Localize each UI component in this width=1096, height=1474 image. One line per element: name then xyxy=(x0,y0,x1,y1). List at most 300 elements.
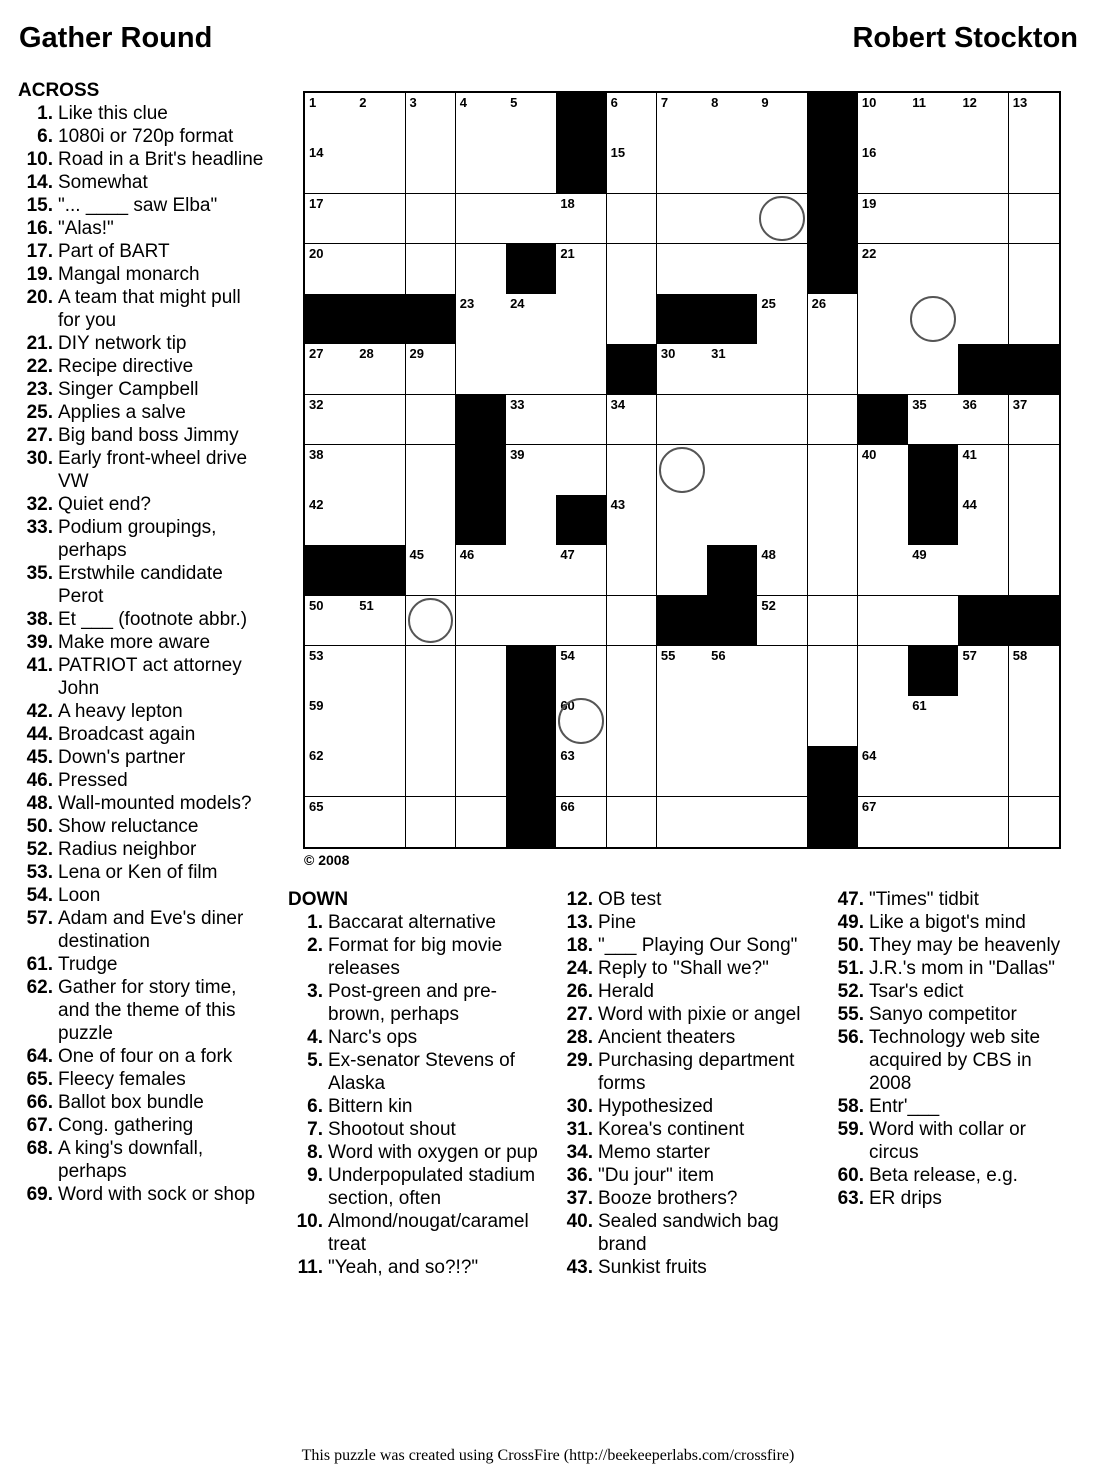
clue-number: 67. xyxy=(26,1115,53,1136)
grid-cell xyxy=(556,244,607,295)
grid-cell xyxy=(456,194,507,245)
grid-cell xyxy=(305,93,356,144)
clue-number: 14. xyxy=(26,172,53,193)
down-heading: DOWN xyxy=(288,889,349,910)
clue-number: 50. xyxy=(26,816,53,837)
grid-cell xyxy=(1009,696,1059,747)
cell-number: 39 xyxy=(510,446,525,462)
grid-cell xyxy=(355,746,406,797)
cell-number: 25 xyxy=(761,296,776,312)
grid-cell xyxy=(657,545,708,596)
across-clue xyxy=(18,654,268,700)
grid-cell xyxy=(305,445,356,496)
down-clues-column-1 xyxy=(288,888,538,1279)
across-clues-column xyxy=(18,79,268,1206)
clue-text: Radius neighbor xyxy=(58,839,197,860)
grid-cell xyxy=(556,445,607,496)
grid-cell xyxy=(757,545,808,596)
down-clue xyxy=(829,911,1079,934)
grid-block xyxy=(1009,596,1059,647)
grid-cell xyxy=(355,445,406,496)
clue-text: Gather for story time, and the theme of this puzzle xyxy=(58,977,237,1044)
across-clue xyxy=(18,355,268,378)
clue-text: Format for big movie releases xyxy=(328,935,503,979)
crossword-grid xyxy=(303,91,1061,849)
clue-number: 5. xyxy=(307,1050,323,1071)
clue-number: 2. xyxy=(307,935,323,956)
grid-cell xyxy=(908,244,959,295)
down-clue xyxy=(288,934,538,980)
cell-number: 51 xyxy=(359,597,374,613)
grid-cell xyxy=(607,495,658,546)
clue-number: 56. xyxy=(837,1027,864,1048)
grid-cell xyxy=(707,395,758,446)
clue-number: 60. xyxy=(837,1165,864,1186)
grid-cell xyxy=(556,696,607,747)
grid-block xyxy=(1009,344,1059,395)
grid-cell xyxy=(707,93,758,144)
grid-cell xyxy=(506,545,557,596)
cell-number: 67 xyxy=(861,798,877,814)
clue-number: 4. xyxy=(307,1027,323,1048)
clue-number: 43. xyxy=(566,1257,593,1278)
across-clue xyxy=(18,332,268,355)
across-clue xyxy=(18,608,268,631)
cell-number: 15 xyxy=(610,145,626,161)
down-clue xyxy=(288,1210,538,1256)
across-clue xyxy=(18,884,268,907)
cell-number: 59 xyxy=(309,698,324,714)
clue-text: "Alas!" xyxy=(58,218,114,239)
across-clue xyxy=(18,1068,268,1091)
cell-number: 46 xyxy=(459,547,475,563)
grid-cell xyxy=(607,194,658,245)
cell-number: 3 xyxy=(409,95,417,110)
grid-block xyxy=(506,797,557,847)
clue-text: Adam and Eve's diner destination xyxy=(58,908,244,952)
clue-number: 35. xyxy=(26,563,53,584)
grid-cell xyxy=(858,143,909,194)
cell-number: 48 xyxy=(761,547,776,563)
clue-text: Word with collar or circus xyxy=(869,1119,1026,1163)
grid-cell xyxy=(406,545,457,596)
clue-number: 6. xyxy=(37,126,53,147)
cell-number: 36 xyxy=(962,396,977,412)
clue-text: Booze brothers? xyxy=(598,1188,738,1209)
grid-cell xyxy=(456,646,507,697)
grid-cell xyxy=(456,797,507,847)
clue-number: 27. xyxy=(26,425,53,446)
clue-text: Erstwhile candidate Perot xyxy=(58,563,223,607)
cell-number: 1 xyxy=(309,95,317,110)
clue-number: 50. xyxy=(837,935,864,956)
grid-cell xyxy=(908,797,959,847)
grid-block xyxy=(406,294,457,345)
across-clue xyxy=(18,171,268,194)
down-clue xyxy=(829,888,1079,911)
grid-cell xyxy=(456,294,507,345)
grid-block xyxy=(908,646,959,697)
clue-text: Post-green and pre-brown, perhaps xyxy=(328,981,497,1025)
cell-number: 17 xyxy=(309,195,324,211)
down-clue xyxy=(829,1118,1079,1164)
circle-marker xyxy=(558,698,604,744)
grid-cell xyxy=(1009,294,1059,345)
clue-number: 17. xyxy=(26,241,53,262)
clue-text: Show reluctance xyxy=(58,816,199,837)
across-clue xyxy=(18,286,268,332)
grid-cell xyxy=(1009,194,1059,245)
cell-number: 10 xyxy=(861,95,877,110)
grid-cell xyxy=(757,746,808,797)
grid-block xyxy=(707,545,758,596)
grid-cell xyxy=(305,596,356,647)
down-clue xyxy=(829,980,1079,1003)
cell-number: 28 xyxy=(359,346,374,362)
clue-number: 22. xyxy=(26,356,53,377)
grid-cell xyxy=(607,746,658,797)
grid-cell xyxy=(305,495,356,546)
grid-cell xyxy=(958,495,1009,546)
grid-block xyxy=(707,596,758,647)
clue-number: 38. xyxy=(26,609,53,630)
grid-cell xyxy=(607,696,658,747)
down-clue xyxy=(288,1118,538,1141)
grid-cell xyxy=(305,244,356,295)
grid-cell xyxy=(707,344,758,395)
clue-number: 49. xyxy=(837,912,864,933)
grid-block xyxy=(808,143,859,194)
clue-text: Singer Campbell xyxy=(58,379,199,400)
grid-cell xyxy=(456,143,507,194)
across-clue xyxy=(18,125,268,148)
cell-number: 20 xyxy=(309,245,324,261)
grid-block xyxy=(456,495,507,546)
grid-cell xyxy=(406,344,457,395)
grid-cell xyxy=(808,294,859,345)
clue-text: Early front-wheel drive VW xyxy=(58,448,248,492)
down-clue xyxy=(558,934,808,957)
grid-block xyxy=(355,545,406,596)
cell-number: 23 xyxy=(459,296,475,312)
grid-cell xyxy=(808,344,859,395)
across-clue xyxy=(18,1091,268,1114)
clue-text: Almond/nougat/caramel treat xyxy=(328,1211,529,1255)
clue-number: 28. xyxy=(566,1027,593,1048)
cell-number: 57 xyxy=(962,647,977,663)
grid-cell xyxy=(607,797,658,847)
grid-block xyxy=(808,797,859,847)
grid-cell xyxy=(355,143,406,194)
clue-text: Like this clue xyxy=(58,103,168,124)
clue-number: 65. xyxy=(26,1069,53,1090)
grid-cell xyxy=(305,646,356,697)
grid-block xyxy=(556,93,607,144)
down-clue xyxy=(558,1164,808,1187)
clue-text: Bittern kin xyxy=(328,1096,413,1117)
grid-cell xyxy=(958,294,1009,345)
grid-cell xyxy=(858,445,909,496)
clue-text: "Du jour" item xyxy=(598,1165,714,1186)
grid-cell xyxy=(1009,495,1059,546)
grid-cell xyxy=(1009,93,1059,144)
grid-cell xyxy=(958,646,1009,697)
across-clue xyxy=(18,746,268,769)
grid-cell xyxy=(808,445,859,496)
across-clue xyxy=(18,401,268,424)
cell-number: 29 xyxy=(409,346,424,362)
clue-text: A king's downfall, perhaps xyxy=(58,1138,204,1182)
cell-number: 55 xyxy=(660,647,676,663)
grid-cell xyxy=(757,596,808,647)
grid-cell xyxy=(1009,545,1059,596)
clue-number: 27. xyxy=(566,1004,593,1025)
grid-cell xyxy=(908,545,959,596)
grid-cell xyxy=(406,746,457,797)
grid-cell xyxy=(908,596,959,647)
grid-cell xyxy=(305,696,356,747)
grid-block xyxy=(506,646,557,697)
down-clue xyxy=(558,1118,808,1141)
grid-cell xyxy=(908,93,959,144)
clue-text: Trudge xyxy=(58,954,118,975)
grid-cell xyxy=(607,646,658,697)
grid-cell xyxy=(657,143,708,194)
down-clue xyxy=(558,911,808,934)
grid-cell xyxy=(707,445,758,496)
clue-text: Sealed sandwich bag brand xyxy=(598,1211,779,1255)
clue-number: 40. xyxy=(566,1211,593,1232)
cell-number: 42 xyxy=(309,497,324,513)
grid-cell xyxy=(858,646,909,697)
cell-number: 18 xyxy=(560,195,575,211)
clue-text: Ex-senator Stevens of Alaska xyxy=(328,1050,515,1094)
down-clue xyxy=(829,1164,1079,1187)
circle-marker xyxy=(759,196,805,242)
grid-cell xyxy=(406,194,457,245)
grid-cell xyxy=(305,344,356,395)
grid-cell xyxy=(456,244,507,295)
down-clue xyxy=(829,1026,1079,1095)
grid-cell xyxy=(757,395,808,446)
cell-number: 26 xyxy=(811,296,827,312)
clue-number: 15. xyxy=(26,195,53,216)
clue-number: 58. xyxy=(837,1096,864,1117)
across-clue xyxy=(18,194,268,217)
clue-text: Beta release, e.g. xyxy=(869,1165,1018,1186)
cell-number: 64 xyxy=(861,748,877,764)
clue-text: Make more aware xyxy=(58,632,211,653)
grid-cell xyxy=(757,646,808,697)
down-clues-column-3 xyxy=(829,888,1079,1210)
clue-text: Word with pixie or angel xyxy=(598,1004,801,1025)
across-clue xyxy=(18,1114,268,1137)
grid-cell xyxy=(406,244,457,295)
cell-number: 60 xyxy=(560,698,575,714)
across-clue xyxy=(18,861,268,884)
cell-number: 16 xyxy=(861,145,877,161)
clue-number: 31. xyxy=(566,1119,593,1140)
cell-number: 13 xyxy=(1012,95,1028,110)
grid-cell xyxy=(707,797,758,847)
cell-number: 34 xyxy=(610,396,626,412)
grid-cell xyxy=(858,545,909,596)
grid-cell xyxy=(958,93,1009,144)
grid-cell xyxy=(305,797,356,847)
cell-number: 5 xyxy=(510,95,518,110)
across-clue xyxy=(18,792,268,815)
down-clue xyxy=(288,1256,538,1279)
clue-number: 42. xyxy=(26,701,53,722)
down-clue xyxy=(558,957,808,980)
clue-number: 7. xyxy=(307,1119,323,1140)
clue-number: 10. xyxy=(296,1211,323,1232)
clue-text: They may be heavenly xyxy=(869,935,1061,956)
grid-cell xyxy=(808,495,859,546)
cell-number: 19 xyxy=(861,195,877,211)
cell-number: 50 xyxy=(309,597,324,613)
grid-cell xyxy=(1009,746,1059,797)
cell-number: 21 xyxy=(560,245,575,261)
grid-cell xyxy=(657,395,708,446)
grid-cell xyxy=(556,746,607,797)
clue-text: Entr'___ xyxy=(869,1096,940,1117)
grid-cell xyxy=(958,244,1009,295)
across-clue xyxy=(18,102,268,125)
grid-cell xyxy=(657,244,708,295)
clue-number: 46. xyxy=(26,770,53,791)
grid-cell xyxy=(556,797,607,847)
grid-cell xyxy=(858,344,909,395)
clue-number: 10. xyxy=(26,149,53,170)
grid-cell xyxy=(958,545,1009,596)
clue-text: A team that might pull for you xyxy=(58,287,241,331)
across-clue xyxy=(18,378,268,401)
clue-number: 9. xyxy=(307,1165,323,1186)
across-clue xyxy=(18,424,268,447)
grid-cell xyxy=(808,596,859,647)
clue-number: 12. xyxy=(566,889,593,910)
across-clue xyxy=(18,1045,268,1068)
grid-block xyxy=(908,445,959,496)
clue-text: Word with sock or shop xyxy=(58,1184,256,1205)
clue-number: 45. xyxy=(26,747,53,768)
across-clue xyxy=(18,838,268,861)
grid-cell xyxy=(707,194,758,245)
grid-cell xyxy=(858,495,909,546)
grid-cell xyxy=(406,696,457,747)
grid-cell xyxy=(958,194,1009,245)
grid-cell xyxy=(757,143,808,194)
grid-cell xyxy=(556,646,607,697)
down-clue xyxy=(558,1049,808,1095)
cell-number: 35 xyxy=(912,396,927,412)
cell-number: 37 xyxy=(1012,396,1028,412)
clue-number: 47. xyxy=(837,889,864,910)
cell-number: 49 xyxy=(912,547,927,563)
grid-cell xyxy=(958,696,1009,747)
grid-cell xyxy=(657,746,708,797)
grid-block xyxy=(506,244,557,295)
cell-number: 45 xyxy=(409,547,424,563)
grid-cell xyxy=(506,194,557,245)
across-clue xyxy=(18,769,268,792)
grid-cell xyxy=(456,746,507,797)
clue-text: Shootout shout xyxy=(328,1119,456,1140)
grid-cell xyxy=(958,395,1009,446)
grid-block xyxy=(556,143,607,194)
clue-number: 1. xyxy=(307,912,323,933)
grid-cell xyxy=(757,344,808,395)
grid-cell xyxy=(707,696,758,747)
grid-cell xyxy=(355,344,406,395)
grid-cell xyxy=(707,143,758,194)
clue-text: "Times" tidbit xyxy=(869,889,979,910)
cell-number: 61 xyxy=(912,698,927,714)
clue-number: 52. xyxy=(837,981,864,1002)
clue-text: Sunkist fruits xyxy=(598,1257,707,1278)
across-clue xyxy=(18,1137,268,1183)
grid-cell xyxy=(1009,244,1059,295)
clue-number: 33. xyxy=(26,517,53,538)
clue-text: Mangal monarch xyxy=(58,264,200,285)
clue-text: DIY network tip xyxy=(58,333,187,354)
cell-number: 7 xyxy=(660,95,669,110)
clue-number: 53. xyxy=(26,862,53,883)
down-clue xyxy=(558,1095,808,1118)
clue-text: Hypothesized xyxy=(598,1096,714,1117)
grid-cell xyxy=(305,143,356,194)
clue-number: 1. xyxy=(37,103,53,124)
grid-cell xyxy=(607,395,658,446)
grid-block xyxy=(305,545,356,596)
clue-text: Baccarat alternative xyxy=(328,912,496,933)
grid-cell xyxy=(406,445,457,496)
circle-marker xyxy=(659,447,705,493)
clue-number: 63. xyxy=(837,1188,864,1209)
clue-number: 66. xyxy=(26,1092,53,1113)
cell-number: 8 xyxy=(711,95,719,110)
clue-number: 24. xyxy=(566,958,593,979)
clue-number: 55. xyxy=(837,1004,864,1025)
clue-number: 6. xyxy=(307,1096,323,1117)
down-clue xyxy=(829,1095,1079,1118)
grid-cell xyxy=(908,395,959,446)
grid-cell xyxy=(607,445,658,496)
down-clue xyxy=(288,1095,538,1118)
down-clue xyxy=(558,1187,808,1210)
clue-text: ER drips xyxy=(869,1188,942,1209)
clue-text: Somewhat xyxy=(58,172,148,193)
clue-text: Recipe directive xyxy=(58,356,194,377)
grid-cell xyxy=(406,93,457,144)
clue-text: Tsar's edict xyxy=(869,981,964,1002)
clue-number: 20. xyxy=(26,287,53,308)
cell-number: 47 xyxy=(560,547,575,563)
grid-cell xyxy=(506,344,557,395)
clue-text: Lena or Ken of film xyxy=(58,862,218,883)
grid-block xyxy=(908,495,959,546)
grid-cell xyxy=(757,194,808,245)
grid-cell xyxy=(506,596,557,647)
clue-number: 57. xyxy=(26,908,53,929)
grid-block xyxy=(808,244,859,295)
grid-block xyxy=(355,294,406,345)
grid-cell xyxy=(406,143,457,194)
cell-number: 31 xyxy=(711,346,726,362)
grid-cell xyxy=(305,746,356,797)
clue-text: Narc's ops xyxy=(328,1027,418,1048)
